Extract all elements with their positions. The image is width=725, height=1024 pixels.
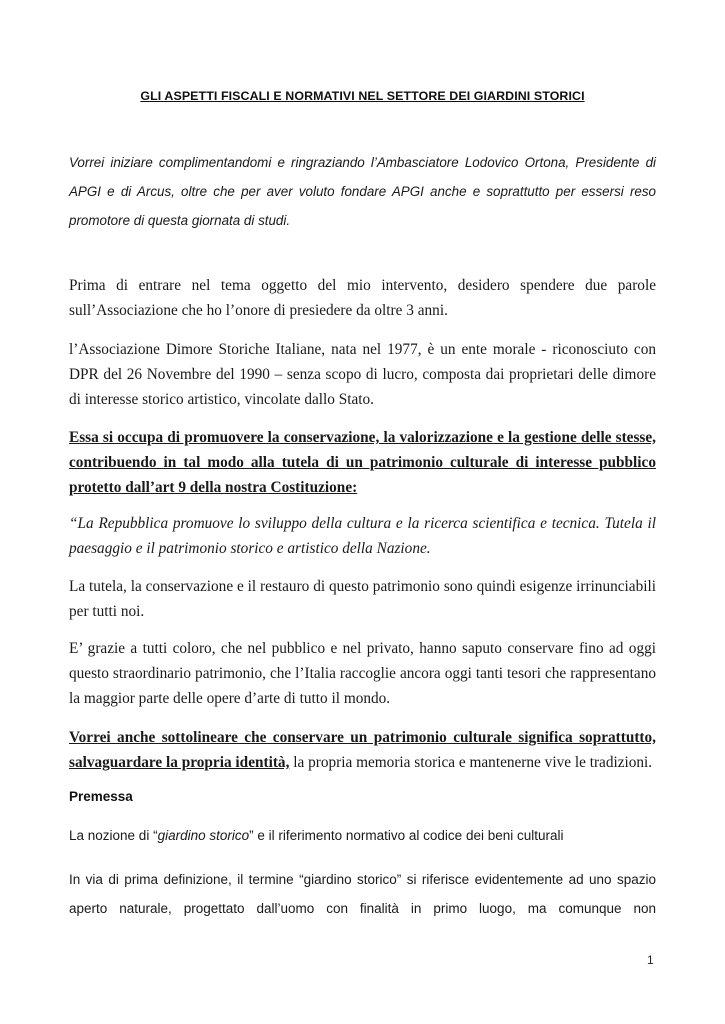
paragraph-1: Prima di entrare nel tema oggetto del mio intervento, desidero spendere due parole sull’Associazione che ho l’onore di presiedere da oltre 3 anni. [69,277,656,319]
paragraph-6-emphasis: Vorrei anche sottolineare che conservare un patrimonio culturale significa soprattutto, salvaguardare la propria identità, [69,729,656,771]
page-number: 1 [647,953,654,967]
document-title: GLI ASPETTI FISCALI E NORMATIVI NEL SETTORE DEI GIARDINI STORICI [140,89,585,103]
paragraph-2: l’Associazione Dimore Storiche Italiane, nata nel 1977, è un ente morale - riconosciuto con DPR del 26 Novembre del 1990 – senza scopo di lucro, composta dai proprietari delle dimore di interesse storico artistico, vincolate dallo Stato. [69,341,656,408]
paragraph-6-rest: la propria memoria storica e mantenerne vive le tradizioni. [289,754,653,771]
definition-paragraph [69,865,656,923]
paragraph-5: E’ grazie a tutti coloro, che nel pubblico e nel privato, hanno saputo conservare fino ad oggi questo straordinario patrimonio, che l’Italia raccoglie ancora oggi tanti tesori che rappresentano la maggior parte delle opere d’arte di tutto il mondo. [69,640,656,707]
definition-line-1: In via di prima definizione, il termine “giardino storico” si riferisce evidentemente ad uno spazio [69,872,656,887]
notion-term: giardino storico [157,828,250,843]
section-heading: Premessa [69,789,133,804]
intro-paragraph: Vorrei iniziare complimentandomi e ringraziando l’Ambasciatore Lodovico Ortona, Presidente di APGI e di Arcus, oltre che per aver voluto fondare APGI anche e soprattutto per essersi reso promotore di questa giornata di studi. [69,155,656,228]
paragraph-3-emphasis: Essa si occupa di promuovere la conservazione, la valorizzazione e la gestione delle stesse, contribuendo in tal modo alla tutela di un patrimonio culturale di interesse pubblico protetto dall’art 9 della nostra Costituzione: [69,429,656,496]
definition-line-2: aperto naturale, progettato dall’uomo con finalità in primo luogo, ma comunque non [69,901,656,916]
constitution-quote: “La Repubblica promuove lo sviluppo della cultura e la ricerca scientifica e tecnica. Tutela il paesaggio e il patrimonio storico e artistico della Nazione. [69,515,656,557]
paragraph-6 [69,725,656,775]
notion-suffix: ” e il riferimento normativo al codice dei beni culturali [249,828,564,843]
notion-line [69,828,564,843]
notion-prefix: La nozione di “ [69,828,158,843]
paragraph-4: La tutela, la conservazione e il restauro di questo patrimonio sono quindi esigenze irrinunciabili per tutti noi. [69,578,656,620]
